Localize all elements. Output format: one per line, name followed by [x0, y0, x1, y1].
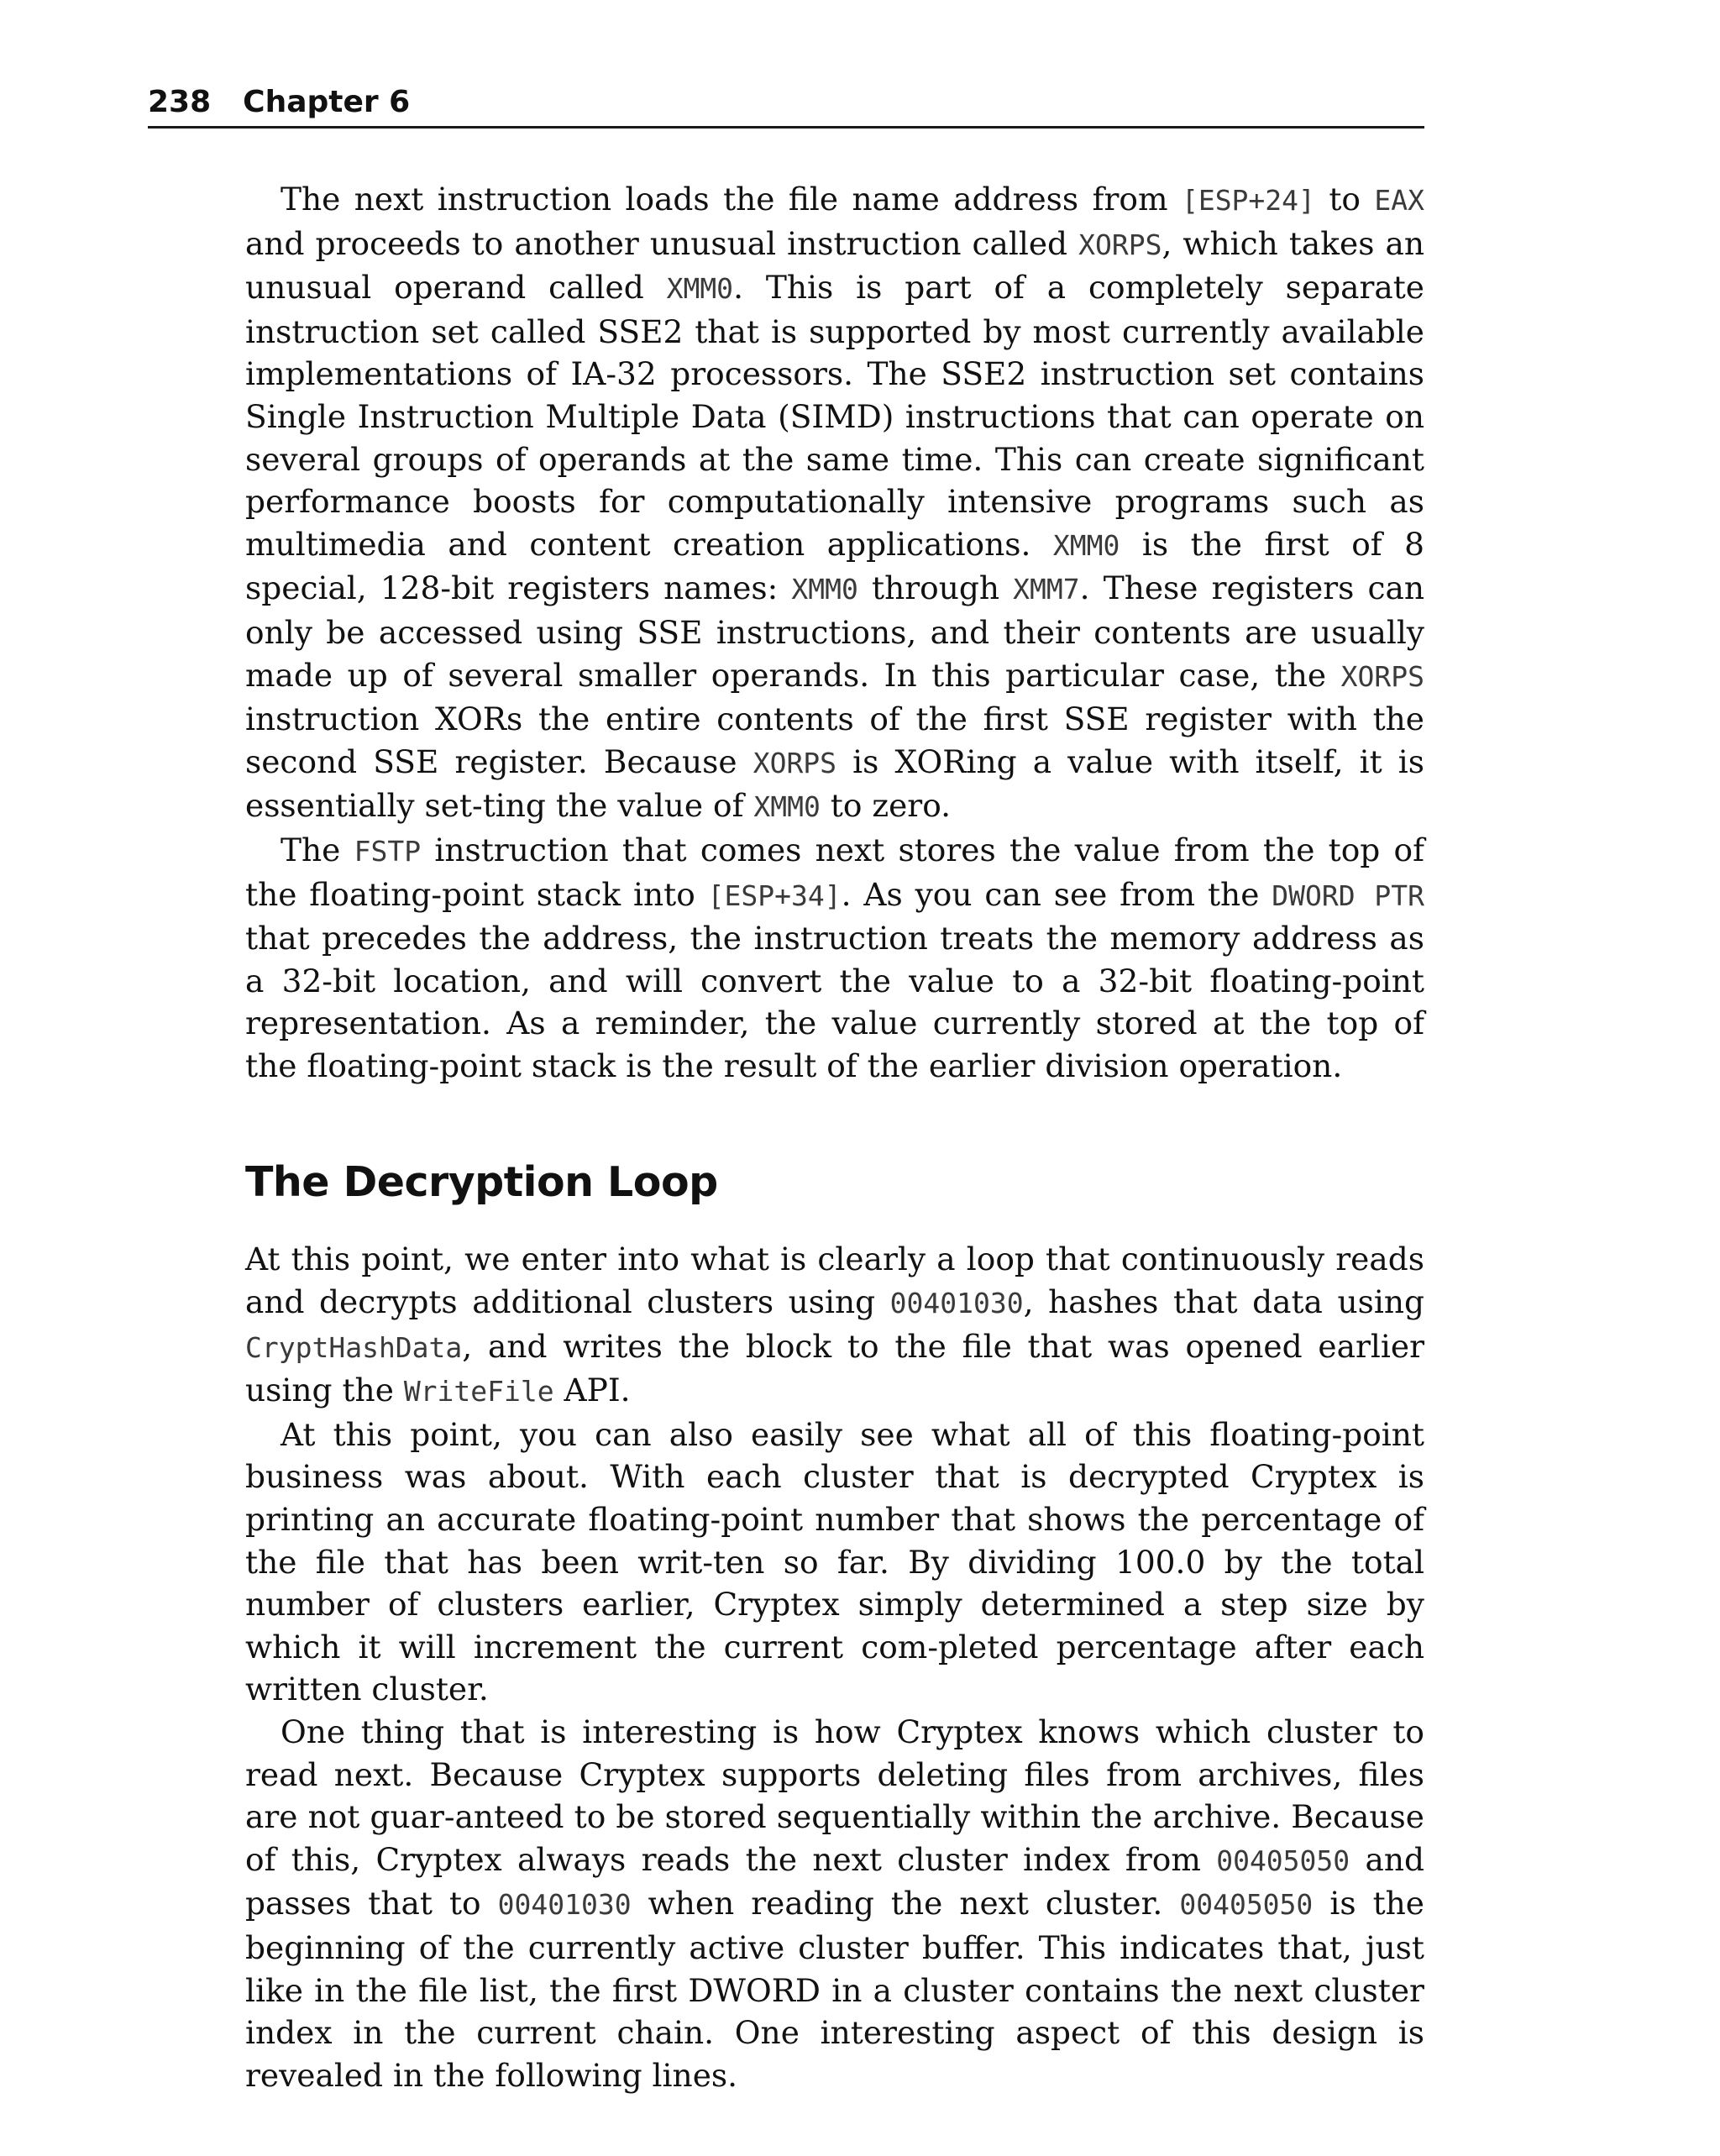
inline-code: XMM0 [1052, 528, 1120, 562]
inline-code: CryptHashData [245, 1330, 463, 1364]
text-run: when reading the next cluster. [631, 1885, 1180, 1923]
text-run: . This is part of a completely separate instruction set called SSE2 that is supported by most currently available implementations of IA-32 processors. The SSE2 instruction set contains Single Instruction Multiple Data (SIMD) instructions that can operate on several groups of operands at the same time. This can create significant performance boosts for computationally intensive programs such as multimedia and content creation applications. [245, 269, 1424, 563]
text-run: At this point, you can also easily see what all of this floating-point business was about. With each cluster that is decrypted Cryptex is printing an accurate floating-point number that shows the percentage of the file that has been writ-ten so far. By dividing 100.0 by the total number of clusters earlier, Cryptex simply determined a step size by which it will increment the current com-pleted percentage after each written cluster. [245, 1415, 1424, 1708]
text-run: , and writes the block to the file that was opened earlier using the [245, 1327, 1424, 1409]
inline-code: DWORD PTR [1272, 879, 1424, 912]
paragraph-cluster-index [245, 1711, 1424, 2096]
inline-code: WriteFile [403, 1375, 554, 1408]
text-run: is the beginning of the currently active cluster buffer. This indicates that, just like in the file list, the first DWORD in a cluster contains the next cluster index in the current chain. One interesting aspect of this design is revealed in the following lines. [245, 1885, 1424, 2094]
text-run: is XORing a value with itself, it is essentially set-ting the value of [245, 742, 1425, 825]
text-run: is the first of 8 special, 128-bit registers names: [245, 525, 1424, 607]
inline-code: 00405050 [1216, 1844, 1350, 1877]
inline-code: XORPS [1340, 659, 1424, 693]
paragraph-loop-intro [245, 1238, 1424, 1413]
inline-code: XMM0 [791, 573, 858, 606]
text-run: that precedes the address, the instruction treats the memory address as a 32-bit location, and will convert the value to a 32-bit floating-point representation. As a reminder, the value currently stored at the top of the floating-point stack is the result of the earlier division operation. [245, 920, 1424, 1084]
text-run: instruction XORs the entire contents of the first SSE register with the second SSE register. Because [245, 700, 1424, 780]
inline-code: XMM0 [666, 272, 734, 306]
page-number: 238 [148, 85, 212, 119]
text-run: The next instruction loads the file name address from [281, 181, 1182, 218]
inline-code: EAX [1374, 184, 1424, 217]
text-run: to [1314, 181, 1375, 218]
text-run: . These registers can only be accessed using SSE instructions, and their contents are usually made up of several smaller operands. In this particular case, the [245, 569, 1425, 694]
text-run: and proceeds to another unusual instruction called [245, 224, 1079, 262]
text-run: instruction that comes next stores the value from the top of the floating-point stack into [245, 831, 1424, 913]
inline-code: XMM0 [753, 790, 821, 824]
text-run: At this point, we enter into what is clearly a loop that continuously reads and decrypts additional clusters using [245, 1241, 1424, 1321]
text-run: The [281, 831, 354, 868]
inline-code: XORPS [1078, 228, 1162, 261]
inline-code: XORPS [752, 746, 837, 779]
inline-code: 00401030 [497, 1888, 632, 1922]
inline-code: 00401030 [889, 1287, 1024, 1320]
main-text [245, 178, 1424, 2096]
inline-code: 00405050 [1179, 1888, 1314, 1922]
text-run: , which takes an unusual operand called [245, 224, 1424, 307]
paragraph-floating-point [245, 1414, 1424, 1711]
inline-code: [ESP+34] [707, 879, 842, 912]
chapter-label: Chapter 6 [243, 85, 411, 119]
text-run: . As you can see from the [841, 875, 1272, 913]
text-run: to zero. [820, 787, 952, 825]
text-run: and passes that to [245, 1840, 1424, 1923]
text-run: , hashes that data using [1023, 1283, 1424, 1321]
running-header [148, 84, 1424, 129]
text-run: through [857, 569, 1014, 607]
text-run: One thing that is interesting is how Cryptex knows which cluster to read next. Because Cryptex supports deleting files from archives, files are not guar-anteed to be stored sequentially within the archive. Because of this, Cryptex always reads the next cluster index from [245, 1713, 1424, 1878]
inline-code: FSTP [354, 834, 422, 868]
paragraph-fstp [245, 829, 1424, 1088]
section-heading: The Decryption Loop [245, 1158, 718, 1207]
inline-code: XMM7 [1013, 573, 1080, 606]
paragraph-xorps [245, 178, 1424, 829]
text-run: API. [553, 1372, 631, 1409]
inline-code: [ESP+24] [1181, 184, 1315, 217]
